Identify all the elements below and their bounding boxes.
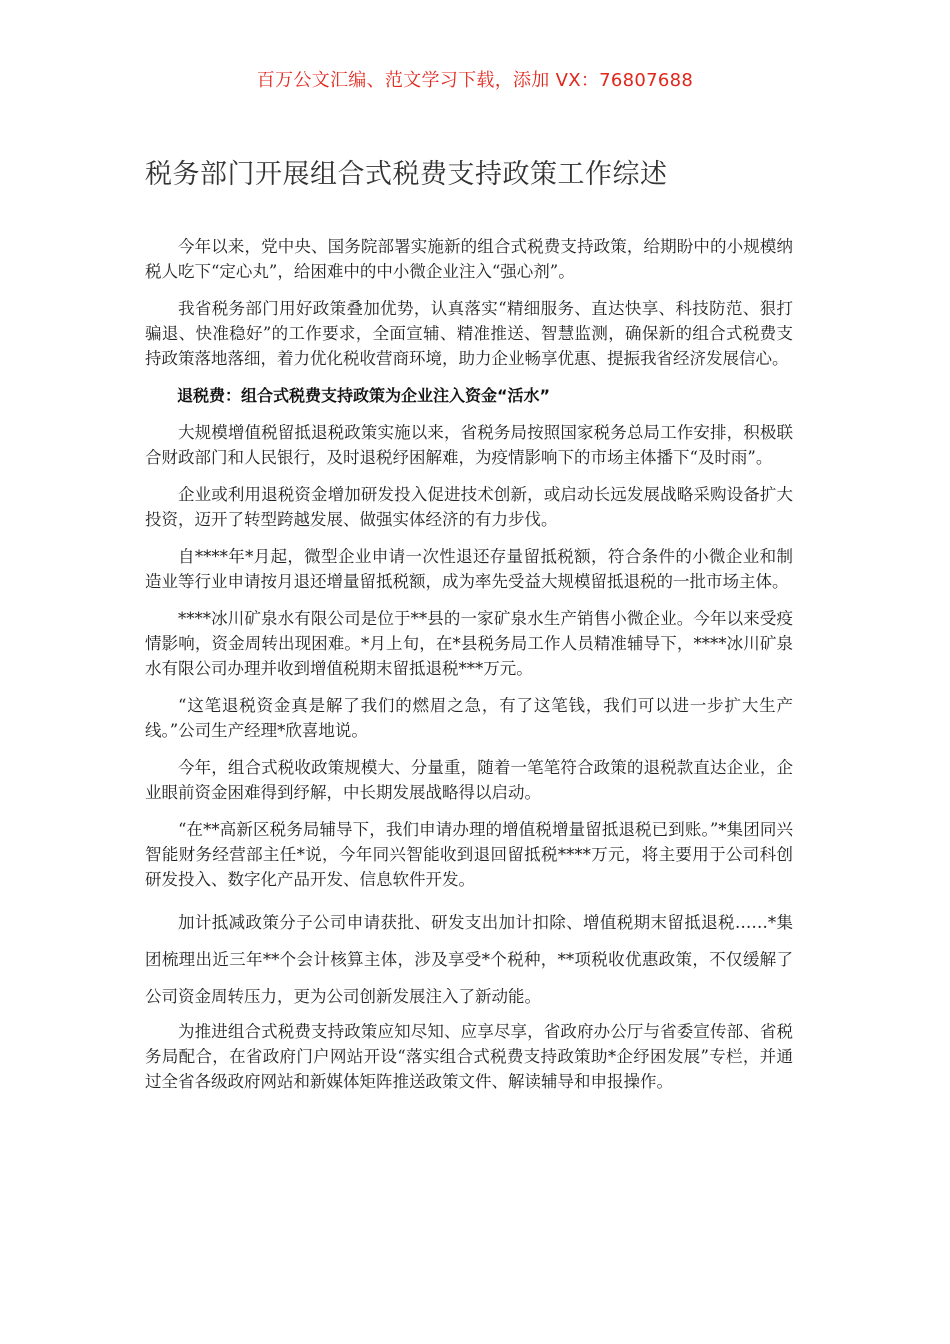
paragraph: “这笔退税资金真是解了我们的燃眉之急，有了这笔钱，我们可以进一步扩大生产线。”公司生产经理*欣喜地说。 bbox=[145, 696, 793, 740]
paragraph: 企业或利用退税资金增加研发投入促进技术创新，或启动长远发展战略采购设备扩大投资，迈开了转型跨越发展、做强实体经济的有力步伐。 bbox=[145, 485, 793, 529]
paragraph: 为推进组合式税费支持政策应知尽知、应享尽享，省政府办公厅与省委宣传部、省税务局配合，在省政府门户网站开设“落实组合式税费支持政策助*企纾困发展”专栏，并通过全省各级政府网站和新媒体矩阵推送政策文件、解读辅导和申报操作。 bbox=[145, 1022, 793, 1091]
paragraph: 加计抵减政策分子公司申请获批、研发支出加计扣除、增值税期末留抵退税……*集团梳理出近三年**个会计核算主体，涉及享受*个税种，**项税收优惠政策，不仅缓解了公司资金周转压力，更为公司创新发展注入了新动能。 bbox=[145, 913, 793, 1006]
section-heading: 退税费：组合式税费支持政策为企业注入资金“活水” bbox=[177, 386, 551, 405]
paragraph: 大规模增值税留抵退税政策实施以来，省税务局按照国家税务总局工作安排，积极联合财政部门和人民银行，及时退税纾困解难，为疫情影响下的市场主体播下“及时雨”。 bbox=[145, 423, 793, 467]
promo-banner: 百万公文汇编、范文学习下载，添加 VX：76807688 bbox=[256, 70, 694, 91]
paragraph: “在**高新区税务局辅导下，我们申请办理的增值税增量留抵退税已到账。”*集团同兴智能财务经营部主任*说，今年同兴智能收到退回留抵税****万元，将主要用于公司科创研发投入、数字化产品开发、信息软件开发。 bbox=[145, 820, 793, 889]
paragraph: 今年以来，党中央、国务院部署实施新的组合式税费支持政策，给期盼中的小规模纳税人吃下“定心丸”，给困难中的中小微企业注入“强心剂”。 bbox=[145, 237, 793, 281]
paragraph: 自****年*月起，微型企业申请一次性退还存量留抵税额，符合条件的小微企业和制造业等行业申请按月退还增量留抵税额，成为率先受益大规模留抵退税的一批市场主体。 bbox=[145, 547, 793, 591]
document-body bbox=[145, 234, 793, 1106]
paragraph: 我省税务部门用好政策叠加优势，认真落实“精细服务、直达快享、科技防范、狠打骗退、快准稳好”的工作要求，全面宣辅、精准推送、智慧监测，确保新的组合式税费支持政策落地落细，着力优化税收营商环境，助力企业畅享优惠、提振我省经济发展信心。 bbox=[145, 299, 793, 368]
paragraph: 今年，组合式税收政策规模大、分量重，随着一笔笔符合政策的退税款直达企业，企业眼前资金困难得到纾解，中长期发展战略得以启动。 bbox=[145, 758, 793, 802]
paragraph: ****冰川矿泉水有限公司是位于**县的一家矿泉水生产销售小微企业。今年以来受疫情影响，资金周转出现困难。*月上旬，在*县税务局工作人员精准辅导下，****冰川矿泉水有限公司办理并收到增值税期末留抵退税***万元。 bbox=[145, 609, 793, 678]
document-title: 税务部门开展组合式税费支持政策工作综述 bbox=[145, 159, 668, 190]
